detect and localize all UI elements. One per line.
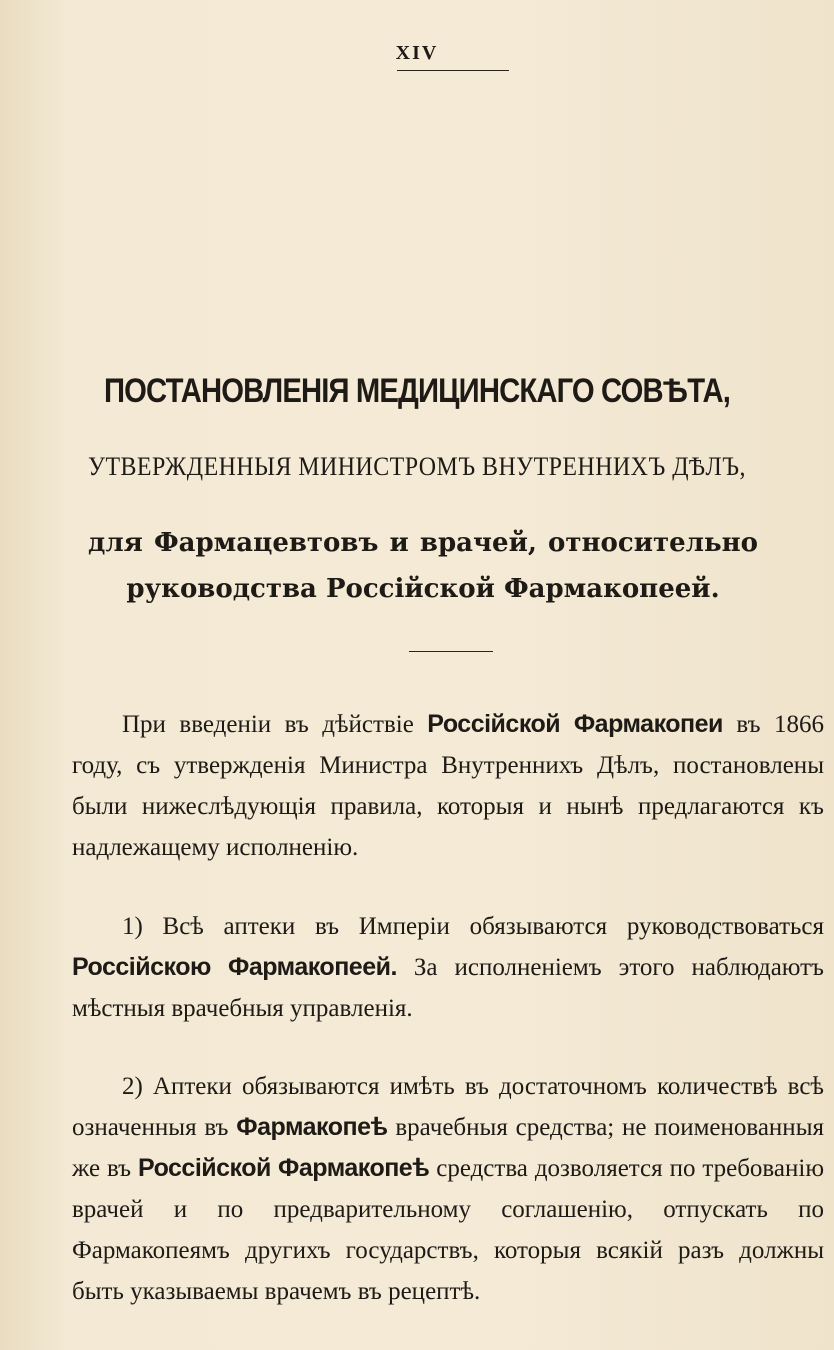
page-number: XIV (395, 42, 439, 64)
paragraph-text: средства дозволяется по требованію врачей и по предварительному соглашенію, отпускать по Фармакопеямъ другихъ государствъ, которыя всякій разъ должны быть указываемы врачемъ въ рецептѣ. (72, 1155, 824, 1305)
emphasis-text: Россійской Фармакопеѣ (138, 1154, 430, 1182)
section-subtitle: УТВЕРЖДЕННЫЯ МИНИСТРОМЪ ВНУТРЕННИХЪ ДѢЛЪ, (88, 452, 746, 481)
paragraph-text: врачебныя средства; не поименованныя же въ (72, 1114, 824, 1182)
section-title: ПОСТАНОВЛЕНІЯ МЕДИЦИНСКАГО СОВѢТА, (104, 372, 730, 410)
paragraph-rule-2 (72, 1066, 824, 1312)
paragraph-text: 2) Аптеки обязываются имѣть въ достаточномъ количествѣ всѣ означенныя въ (72, 1073, 824, 1141)
section-purpose: для Фармацевтовъ и врачей, относительно руководства Россійской Фармакопеей. (88, 528, 758, 604)
top-rule (397, 70, 509, 71)
paragraph-text: 1) Всѣ аптеки въ Имперіи обязываются руководствоваться (122, 913, 824, 940)
paragraph-intro (72, 704, 824, 868)
emphasis-text: Фармакопеѣ (236, 1113, 388, 1141)
paragraph-text: За исполненіемъ этого наблюдаютъ мѣстныя врачебныя управленія. (72, 954, 824, 1022)
emphasis-text: Россійскою Фармакопеей. (72, 953, 397, 981)
emphasis-text: Россійской Фармакопеи (427, 710, 723, 738)
section-divider (409, 651, 493, 652)
paragraph-rule-1 (72, 906, 824, 1029)
paragraph-text: При введеніи въ дѣйствіе (122, 711, 428, 738)
paragraph-text: въ 1866 году, съ утвержденія Министра Внутреннихъ Дѣлъ, постановлены были нижеслѣдующія правила, которыя и нынѣ предлагаются къ надлежащему исполненію. (72, 711, 824, 861)
